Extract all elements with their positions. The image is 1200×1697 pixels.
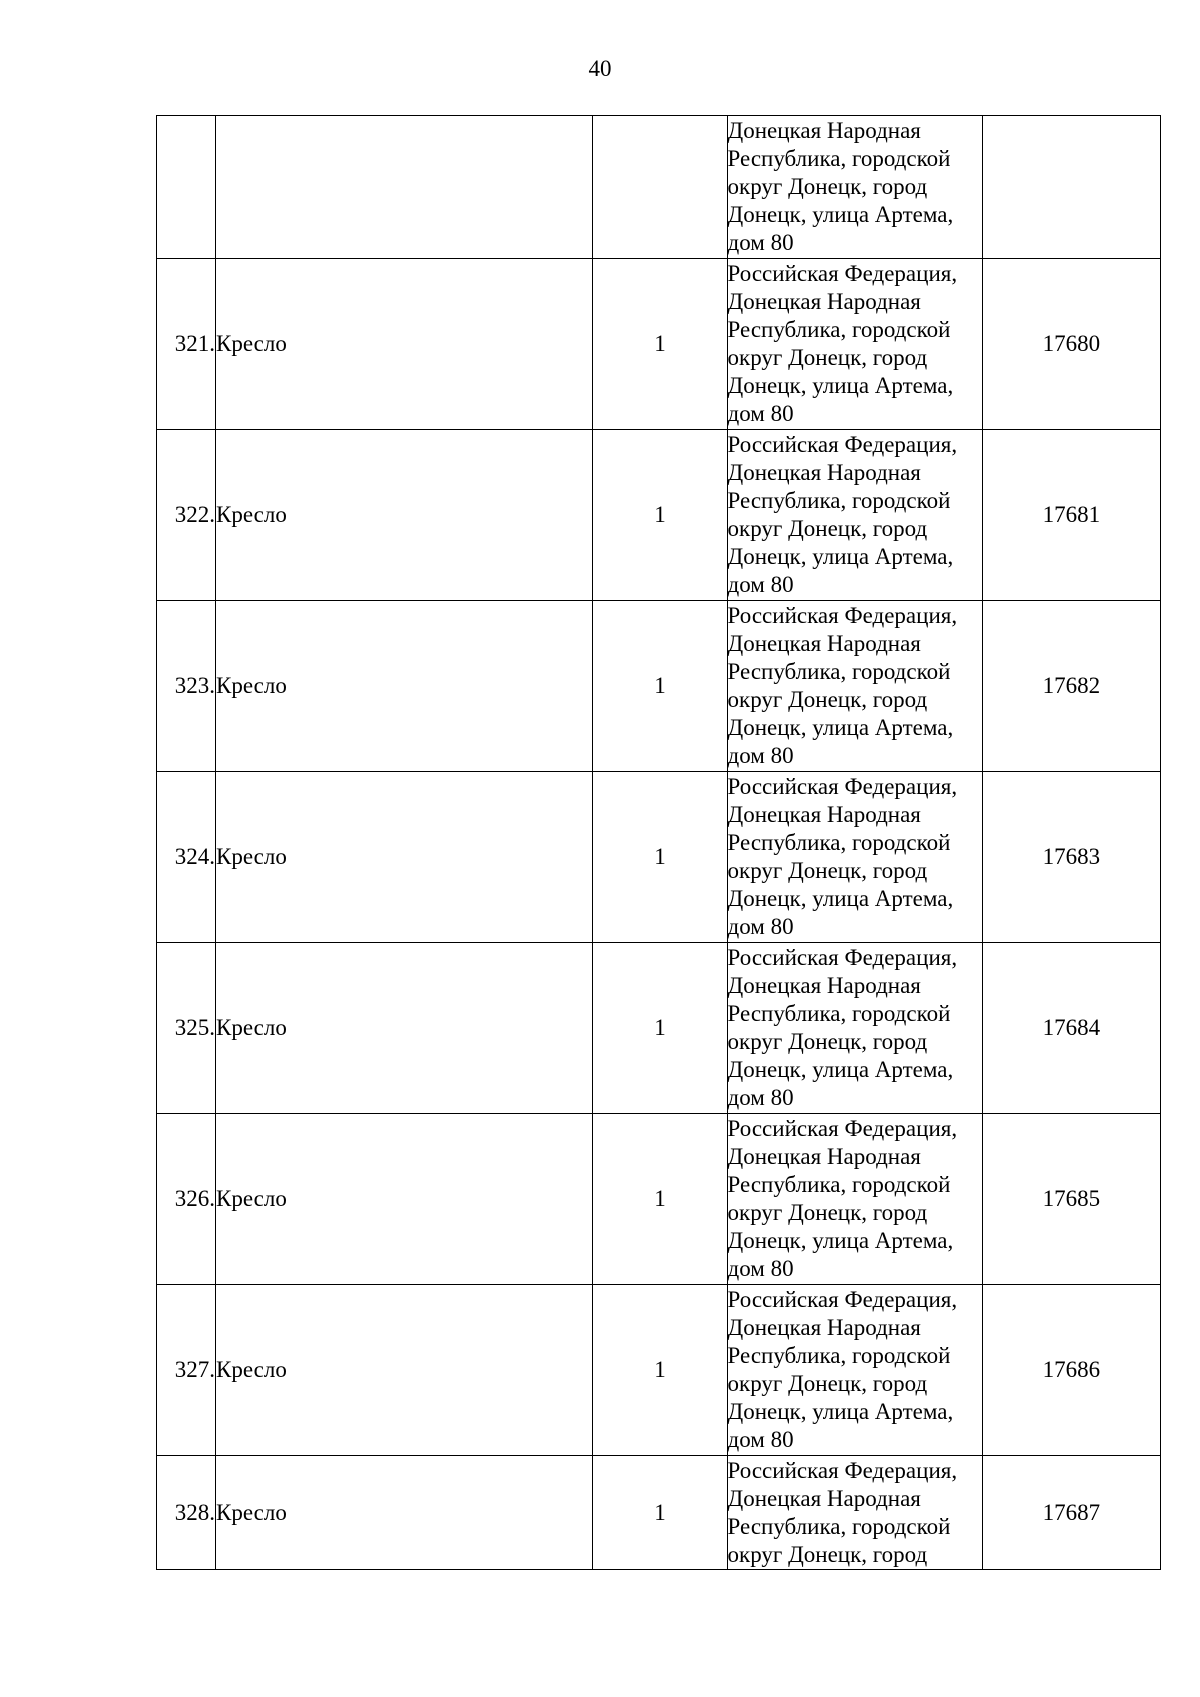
address-cell: [727, 259, 982, 430]
address-cell: [727, 1456, 982, 1570]
table-row-continuation: [157, 116, 1161, 259]
quantity-cell: 1: [593, 772, 727, 943]
table-row: [157, 1285, 1161, 1456]
table-row: [157, 430, 1161, 601]
quantity-cell: 1: [593, 1114, 727, 1285]
row-number-cell: 328.: [157, 1456, 216, 1570]
table-row: [157, 601, 1161, 772]
inventory-code-cell: [982, 116, 1160, 259]
item-name-cell: Кресло: [216, 1285, 593, 1456]
item-name-cell: [216, 116, 593, 259]
address-text: Российская Федерация, Донецкая Народная Республика, городской округ Донецк, город Донецк, улица Артема, дом 80: [727, 1116, 958, 1281]
quantity-cell: 1: [593, 259, 727, 430]
table-row: [157, 259, 1161, 430]
row-number-cell: 321.: [157, 259, 216, 430]
quantity-cell: 1: [593, 601, 727, 772]
quantity-cell: 1: [593, 430, 727, 601]
inventory-code-cell: 17683: [982, 772, 1160, 943]
item-name-cell: Кресло: [216, 772, 593, 943]
inventory-code-cell: 17685: [982, 1114, 1160, 1285]
inventory-code-cell: 17682: [982, 601, 1160, 772]
table-row: [157, 1114, 1161, 1285]
row-number-cell: 326.: [157, 1114, 216, 1285]
quantity-cell: [593, 116, 727, 259]
inventory-code-cell: 17686: [982, 1285, 1160, 1456]
inventory-code-cell: 17681: [982, 430, 1160, 601]
row-number-cell: 324.: [157, 772, 216, 943]
address-cell: [727, 1285, 982, 1456]
address-text: Донецкая Народная Республика, городской округ Донецк, город Донецк, улица Артема, дом 80: [727, 118, 954, 255]
inventory-code-cell: 17687: [982, 1456, 1160, 1570]
address-cell: [727, 116, 982, 259]
inventory-table: [156, 115, 1161, 1570]
address-text: Российская Федерация, Донецкая Народная Республика, городской округ Донецк, город Донецк, улица Артема, дом 80: [727, 774, 958, 939]
row-number-cell: 325.: [157, 943, 216, 1114]
row-number-cell: 322.: [157, 430, 216, 601]
quantity-cell: 1: [593, 943, 727, 1114]
address-cell: [727, 430, 982, 601]
table-row: [157, 772, 1161, 943]
address-text: Российская Федерация, Донецкая Народная Республика, городской округ Донецк, город Донецк, улица Артема, дом 80: [727, 1287, 958, 1452]
quantity-cell: 1: [593, 1285, 727, 1456]
table-row: [157, 943, 1161, 1114]
item-name-cell: Кресло: [216, 601, 593, 772]
quantity-cell: 1: [593, 1456, 727, 1570]
address-text: Российская Федерация, Донецкая Народная Республика, городской округ Донецк, город: [727, 1457, 958, 1567]
item-name-cell: Кресло: [216, 430, 593, 601]
address-text: Российская Федерация, Донецкая Народная Республика, городской округ Донецк, город Донецк, улица Артема, дом 80: [727, 945, 958, 1110]
item-name-cell: Кресло: [216, 1114, 593, 1285]
address-cell: [727, 943, 982, 1114]
address-cell: [727, 1114, 982, 1285]
item-name-cell: Кресло: [216, 943, 593, 1114]
table-row: [157, 1456, 1161, 1570]
row-number-cell: 323.: [157, 601, 216, 772]
inventory-code-cell: 17680: [982, 259, 1160, 430]
address-text: Российская Федерация, Донецкая Народная Республика, городской округ Донецк, город Донецк, улица Артема, дом 80: [727, 432, 958, 597]
address-cell: [727, 772, 982, 943]
row-number-cell: 327.: [157, 1285, 216, 1456]
address-cell: [727, 601, 982, 772]
page-number: 40: [588, 56, 612, 81]
address-text: Российская Федерация, Донецкая Народная Республика, городской округ Донецк, город Донецк, улица Артема, дом 80: [727, 603, 958, 768]
item-name-cell: Кресло: [216, 259, 593, 430]
inventory-code-cell: 17684: [982, 943, 1160, 1114]
row-number-cell: [157, 116, 216, 259]
address-text: Российская Федерация, Донецкая Народная Республика, городской округ Донецк, город Донецк, улица Артема, дом 80: [727, 261, 958, 426]
item-name-cell: Кресло: [216, 1456, 593, 1570]
